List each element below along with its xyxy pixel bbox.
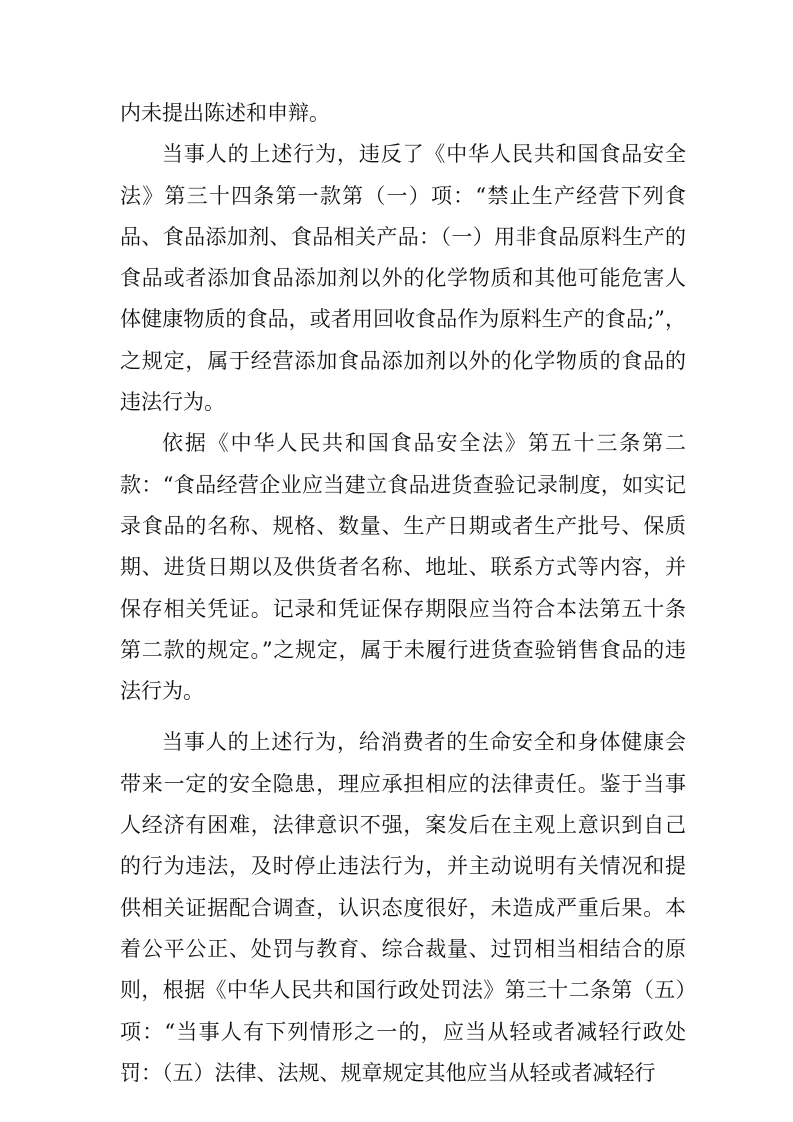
paragraph-violation-article-34: 当事人的上述行为，违反了《中华人民共和国食品安全法》第三十四条第一款第（一）项：“禁止生产经营下列食品、食品添加剂、食品相关产品：（一）用非食品原料生产的食品或者添加食品添加剂以外的化学物质和其他可能危害人体健康物质的食品，或者用回收食品作为原料生产的食品;”，之规定，属于经营添加食品添加剂以外的化学物质的食品的违法行为。 [120,142,686,415]
paragraph-penalty-reasoning: 当事人的上述行为，给消费者的生命安全和身体健康会带来一定的安全隐患，理应承担相应的法律责任。鉴于当事人经济有困难，法律意识不强，案发后在主观上意识到自己的行为违法，及时停止违法行为，并主动说明有关情况和提供相关证据配合调查，认识态度很好，未造成严重后果。本着公平公正、处罚与教育、综合裁量、过罚相当相结合的原则，根据《中华人民共和国行政处罚法》第三十二条第（五）项：“当事人有下列情形之一的，应当从轻或者减轻行政处罚：（五）法律、法规、规章规定其他应当从轻或者减轻行 [120,730,686,1085]
paragraph-continuation: 内未提出陈述和申辩。 [120,101,330,125]
document-body [120,93,686,1094]
paragraph-violation-article-53: 依据《中华人民共和国食品安全法》第五十三条第二款：“食品经营企业应当建立食品进货查验记录制度，如实记录食品的名称、规格、数量、生产日期或者生产批号、保质期、进货日期以及供货者名称、地址、联系方式等内容，并保存相关凭证。记录和凭证保存期限应当符合本法第五十条第二款的规定。”之规定，属于未履行进货查验销售食品的违法行为。 [120,431,686,704]
